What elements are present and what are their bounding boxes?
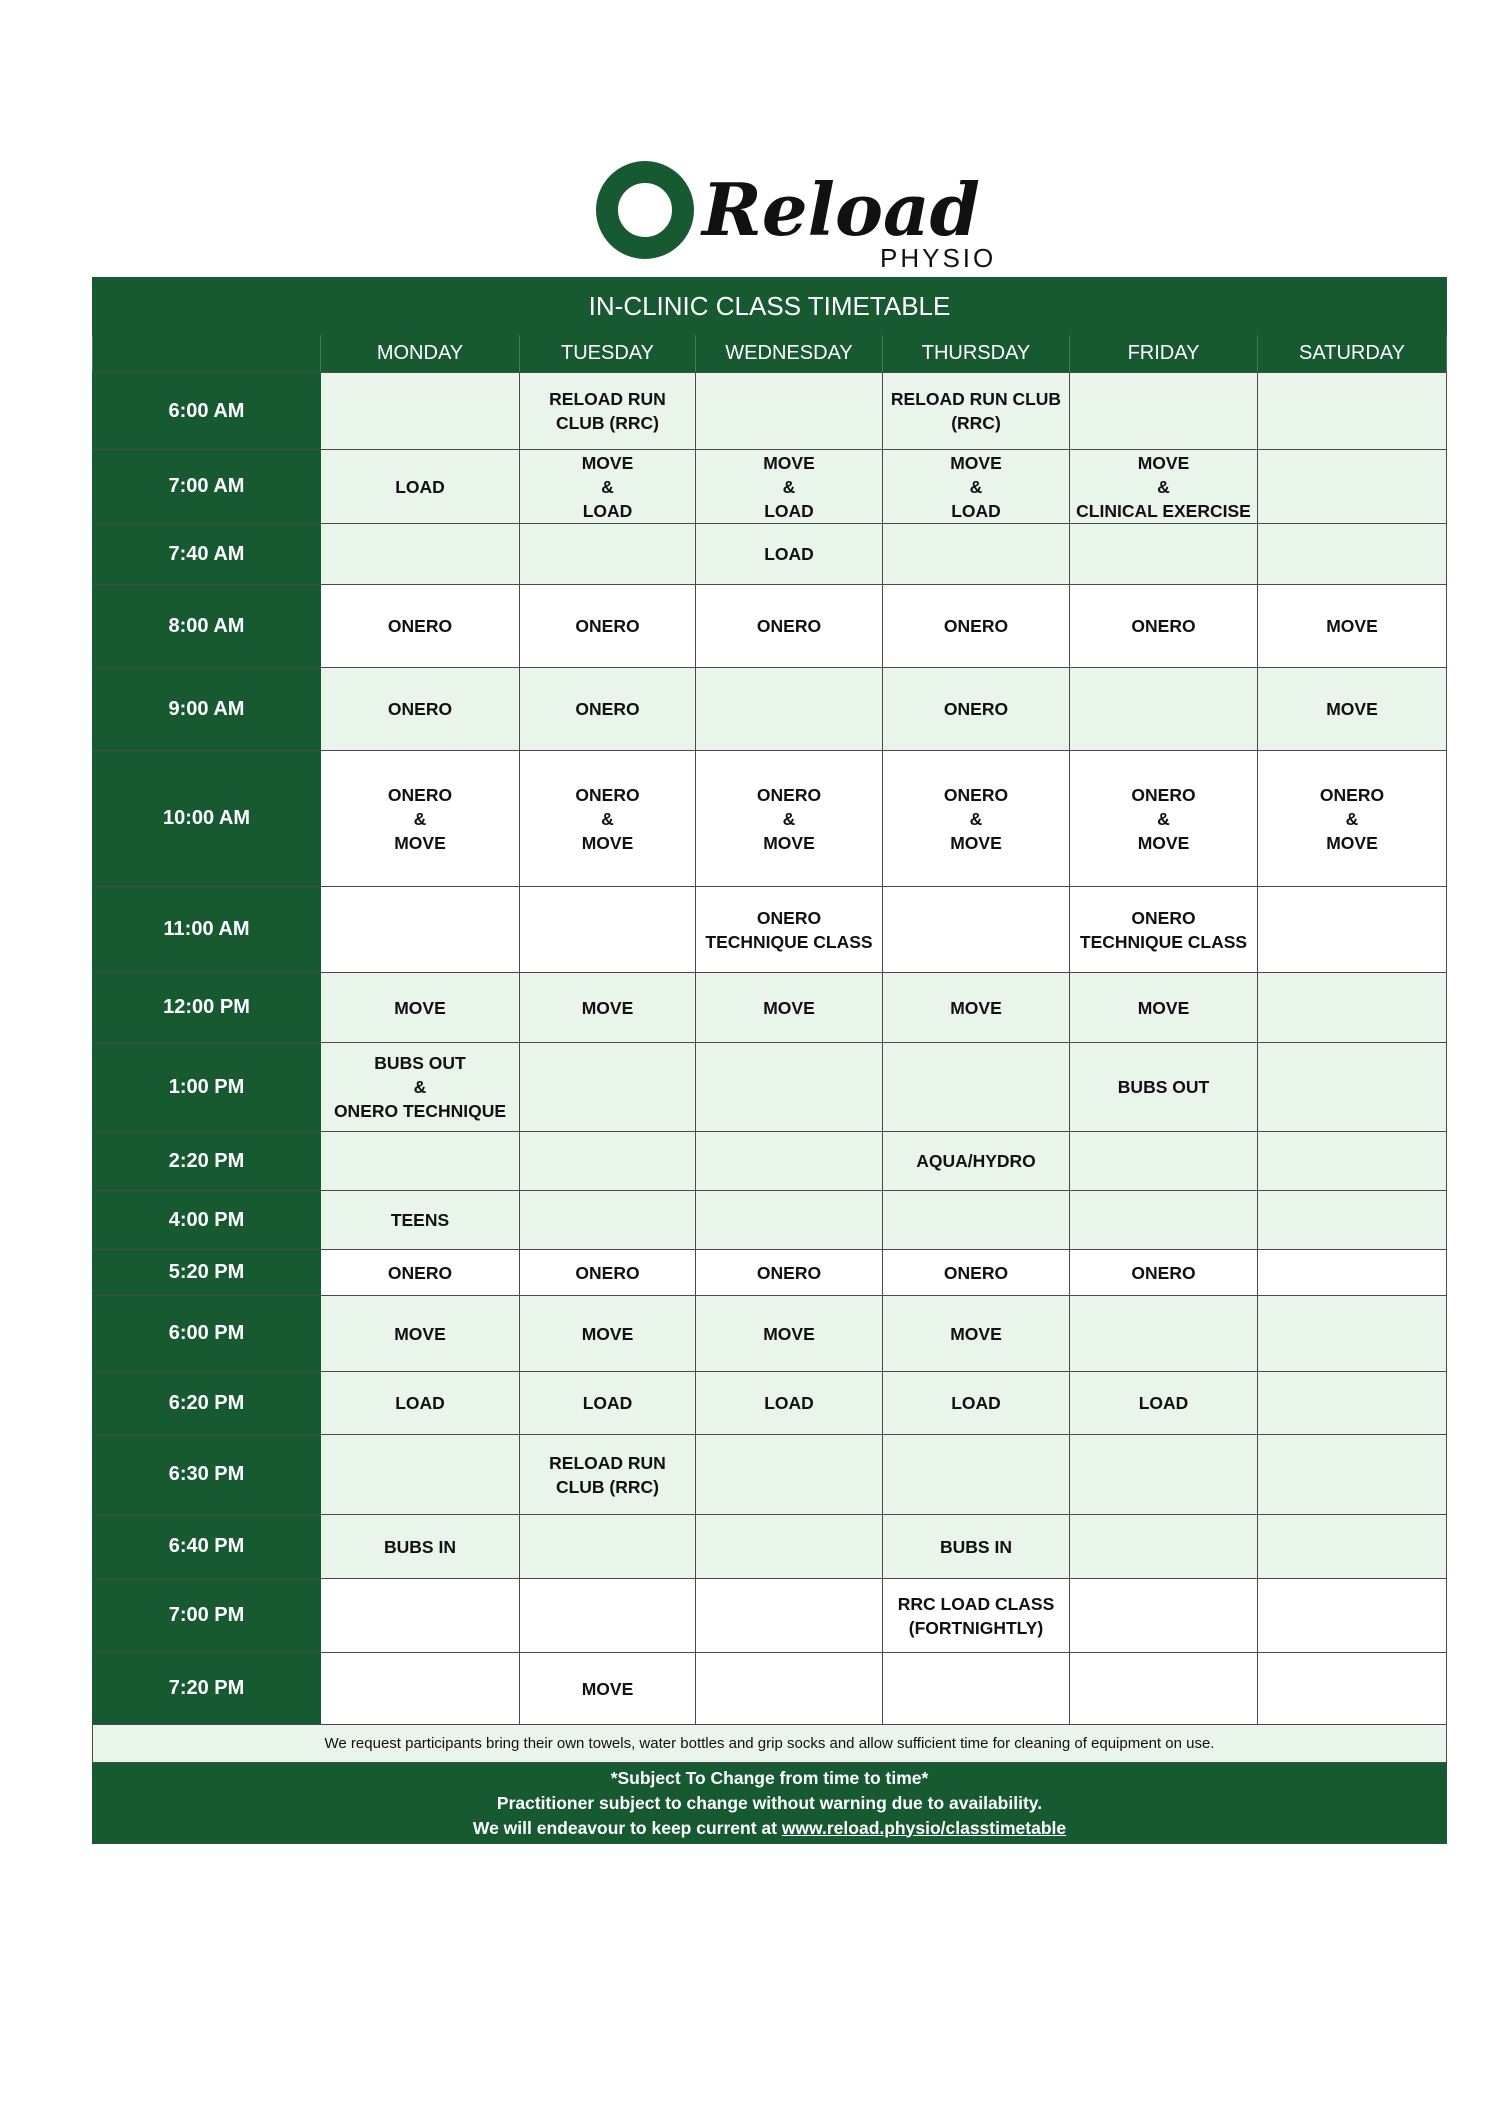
class-cell-thursday [883, 1250, 1070, 1296]
time-slot-label: 6:40 PM [93, 1515, 321, 1579]
class-cell-saturday [1258, 450, 1447, 524]
class-label-line: MOVE [763, 997, 815, 1018]
class-label-line: ONERO [575, 616, 640, 636]
day-header-friday: FRIDAY [1070, 335, 1258, 373]
class-label-line: ONERO [1131, 907, 1196, 928]
class-cell-friday [1070, 1372, 1258, 1435]
time-slot-label: 6:30 PM [93, 1435, 321, 1515]
class-label-line: TECHNIQUE CLASS [1079, 931, 1248, 952]
class-label-line: MOVE [950, 1323, 1002, 1344]
class-label-line: LOAD [764, 500, 814, 521]
day-header-monday: MONDAY [321, 335, 520, 373]
class-label-line: MOVE [394, 832, 446, 853]
class-cell-saturday [1258, 1435, 1447, 1515]
class-cell-monday [321, 1435, 520, 1515]
class-cell-monday [321, 373, 520, 450]
class-cell-tuesday [520, 1132, 696, 1191]
time-slot-label: 6:20 PM [93, 1372, 321, 1435]
class-cell-thursday [883, 1653, 1070, 1725]
class-label-line: ONERO [756, 784, 822, 805]
class-label-line: MOVE [1137, 452, 1190, 473]
class-cell-thursday [883, 1132, 1070, 1191]
class-label-line: ONERO [387, 616, 453, 636]
class-cell-friday [1070, 887, 1258, 973]
class-cell-saturday [1258, 1653, 1447, 1725]
class-cell-monday [321, 1296, 520, 1372]
class-cell-monday [321, 1250, 520, 1296]
class-label-line: RRC LOAD CLASS [897, 1593, 1055, 1614]
class-label-line: ONERO [387, 784, 453, 805]
class-label-line: & [413, 808, 427, 829]
class-label-line: TEENS [390, 1210, 450, 1230]
class-label-line: & [601, 808, 614, 829]
class-label-line: MOVE [763, 452, 815, 473]
class-label-line: & [969, 476, 983, 497]
class-label-line: MOVE [950, 832, 1002, 853]
timetable-row [93, 1515, 1447, 1579]
class-cell-tuesday [520, 1296, 696, 1372]
time-slot-label: 7:00 AM [93, 450, 321, 524]
time-slot-label: 6:00 PM [93, 1296, 321, 1372]
class-cell-friday [1070, 1132, 1258, 1191]
footer-line-2: Practitioner subject to change without warning due to availability. [496, 1792, 1043, 1813]
timetable-title: IN-CLINIC CLASS TIMETABLE [93, 278, 1447, 335]
class-label-line: MOVE [581, 1678, 634, 1699]
class-label-line: ONERO [1131, 784, 1196, 805]
class-cell-thursday [883, 1515, 1070, 1579]
timetable-row [93, 524, 1447, 585]
class-cell-friday [1070, 1296, 1258, 1372]
timetable-row [93, 1191, 1447, 1250]
class-cell-tuesday [520, 1191, 696, 1250]
class-cell-friday [1070, 1435, 1258, 1515]
class-label-line: ONERO [756, 616, 822, 636]
timetable-link[interactable]: www.reload.physio/classtimetable [781, 1817, 1067, 1838]
class-label-line: & [601, 476, 614, 497]
class-label-line: BUBS OUT [374, 1053, 466, 1073]
class-label-line: CLUB (RRC) [555, 1476, 660, 1497]
participant-note: We request participants bring their own towels, water bottles and grip socks and allow sufficient time for cleaning of equipment on use. [93, 1725, 1447, 1763]
class-cell-thursday [883, 450, 1070, 524]
class-label-line: & [413, 1077, 427, 1097]
class-cell-thursday [883, 751, 1070, 887]
class-cell-monday [321, 887, 520, 973]
timetable-row [93, 1250, 1447, 1296]
class-cell-thursday [883, 373, 1070, 450]
time-slot-label: 6:00 AM [93, 373, 321, 450]
class-cell-tuesday [520, 450, 696, 524]
class-label-line: LOAD [764, 1393, 814, 1413]
class-cell-wednesday [696, 524, 883, 585]
class-cell-tuesday [520, 668, 696, 751]
class-cell-friday [1070, 1515, 1258, 1579]
class-cell-monday [321, 1132, 520, 1191]
class-cell-tuesday [520, 1250, 696, 1296]
class-label-line: ONERO [943, 616, 1009, 636]
timetable-row [93, 887, 1447, 973]
class-label-line: (RRC) [951, 413, 1001, 433]
class-cell-wednesday [696, 1132, 883, 1191]
timetable-row [93, 1043, 1447, 1132]
time-slot-label: 4:00 PM [93, 1191, 321, 1250]
class-cell-monday [321, 1191, 520, 1250]
timetable-row [93, 751, 1447, 887]
class-cell-tuesday [520, 751, 696, 887]
class-cell-friday [1070, 585, 1258, 668]
timetable-row [93, 1435, 1447, 1515]
class-label-line: ONERO [575, 1262, 640, 1283]
class-cell-wednesday [696, 973, 883, 1043]
class-cell-wednesday [696, 1043, 883, 1132]
class-label-line: MOVE [950, 997, 1002, 1018]
day-header-saturday: SATURDAY [1258, 335, 1447, 373]
timetable-row [93, 450, 1447, 524]
class-label-line: ONERO [756, 907, 822, 928]
class-label-line: LOAD [582, 500, 633, 521]
class-label-line: MOVE [394, 1323, 446, 1344]
class-cell-monday [321, 668, 520, 751]
class-cell-wednesday [696, 373, 883, 450]
timetable-row [93, 585, 1447, 668]
class-label-line: LOAD [582, 1393, 633, 1413]
day-header-row [93, 335, 1447, 373]
class-label-line: MOVE [1137, 997, 1190, 1018]
brand-wordmark: Reload [702, 167, 981, 252]
timetable-row [93, 1372, 1447, 1435]
class-cell-friday [1070, 751, 1258, 887]
class-cell-monday [321, 1515, 520, 1579]
footer-line-3-prefix: We will endeavour to keep current at [472, 1817, 782, 1838]
time-slot-label: 7:00 PM [93, 1579, 321, 1653]
class-label-line: BUBS IN [940, 1536, 1012, 1557]
class-label-line: MOVE [581, 832, 634, 853]
class-cell-saturday [1258, 1191, 1447, 1250]
class-label-line: ONERO TECHNIQUE [333, 1101, 507, 1121]
class-label-line: CLINICAL EXERCISE [1076, 500, 1251, 521]
class-label-line: ONERO [1131, 1262, 1196, 1283]
class-label-line: CLUB (RRC) [555, 413, 660, 433]
class-label-line: & [1157, 476, 1170, 497]
class-cell-saturday [1258, 1250, 1447, 1296]
class-cell-friday [1070, 1043, 1258, 1132]
class-cell-saturday [1258, 373, 1447, 450]
class-cell-tuesday [520, 973, 696, 1043]
class-label-line: LOAD [951, 500, 1001, 521]
class-cell-saturday [1258, 524, 1447, 585]
timetable-row [93, 1296, 1447, 1372]
class-label-line: ONERO [943, 1262, 1009, 1283]
class-cell-friday [1070, 1653, 1258, 1725]
class-cell-monday [321, 1372, 520, 1435]
day-header-tuesday: TUESDAY [520, 335, 696, 373]
class-cell-monday [321, 973, 520, 1043]
class-label-line: ONERO [1131, 616, 1196, 636]
brand-subtitle: PHYSIO [880, 243, 997, 273]
class-cell-saturday [1258, 1515, 1447, 1579]
timetable-row [93, 973, 1447, 1043]
class-cell-tuesday [520, 1515, 696, 1579]
class-cell-thursday [883, 1435, 1070, 1515]
class-cell-tuesday [520, 585, 696, 668]
class-cell-monday [321, 1653, 520, 1725]
time-slot-label: 7:20 PM [93, 1653, 321, 1725]
class-cell-thursday [883, 1372, 1070, 1435]
class-cell-thursday [883, 1579, 1070, 1653]
class-cell-tuesday [520, 373, 696, 450]
time-slot-label: 9:00 AM [93, 668, 321, 751]
class-cell-friday [1070, 524, 1258, 585]
class-label-line: MOVE [394, 997, 446, 1018]
class-label-line: RELOAD RUN CLUB [890, 389, 1062, 409]
class-label-line: ONERO [387, 699, 453, 719]
class-cell-tuesday [520, 524, 696, 585]
class-label-line: MOVE [1137, 832, 1190, 853]
class-label-line: & [782, 808, 796, 829]
class-cell-wednesday [696, 1653, 883, 1725]
class-label-line: MOVE [581, 1323, 634, 1344]
time-slot-label: 7:40 AM [93, 524, 321, 585]
class-cell-wednesday [696, 1579, 883, 1653]
class-cell-friday [1070, 450, 1258, 524]
class-label-line: & [1345, 808, 1359, 829]
class-cell-monday [321, 585, 520, 668]
class-label-line: MOVE [1326, 699, 1378, 719]
class-cell-saturday [1258, 973, 1447, 1043]
class-label-line: ONERO [1319, 784, 1385, 805]
class-cell-saturday [1258, 1372, 1447, 1435]
time-slot-label: 2:20 PM [93, 1132, 321, 1191]
class-cell-thursday [883, 1191, 1070, 1250]
class-label-line: (FORTNIGHTLY) [908, 1617, 1044, 1638]
timetable-row [93, 373, 1447, 450]
class-cell-wednesday [696, 1372, 883, 1435]
class-label-line: MOVE [581, 997, 634, 1018]
class-cell-wednesday [696, 1250, 883, 1296]
class-label-line: MOVE [950, 452, 1002, 473]
class-cell-thursday [883, 585, 1070, 668]
time-column-header [93, 335, 321, 373]
class-label-line: MOVE [581, 452, 634, 473]
class-cell-thursday [883, 973, 1070, 1043]
class-cell-friday [1070, 1579, 1258, 1653]
class-cell-thursday [883, 1043, 1070, 1132]
class-label-line: & [1157, 808, 1170, 829]
class-cell-saturday [1258, 1579, 1447, 1653]
class-cell-wednesday [696, 887, 883, 973]
class-cell-friday [1070, 973, 1258, 1043]
class-cell-tuesday [520, 1579, 696, 1653]
class-cell-saturday [1258, 585, 1447, 668]
day-header-thursday: THURSDAY [883, 335, 1070, 373]
class-label-line: LOAD [951, 1393, 1001, 1413]
class-label-line: ONERO [943, 784, 1009, 805]
class-cell-thursday [883, 524, 1070, 585]
class-label-line: AQUA/HYDRO [916, 1151, 1036, 1171]
class-cell-monday [321, 1043, 520, 1132]
class-label-line: TECHNIQUE CLASS [705, 931, 873, 952]
timetable-body [93, 373, 1447, 1725]
class-label-line: ONERO [575, 699, 640, 719]
class-cell-saturday [1258, 668, 1447, 751]
class-label-line: MOVE [1326, 832, 1378, 853]
class-cell-tuesday [520, 887, 696, 973]
class-cell-friday [1070, 668, 1258, 751]
footer-line-1: *Subject To Change from time to time* [610, 1767, 929, 1788]
class-cell-wednesday [696, 450, 883, 524]
reload-physio-logo [590, 155, 1010, 275]
class-label-line: LOAD [1138, 1393, 1189, 1413]
class-cell-tuesday [520, 1435, 696, 1515]
class-label-line: BUBS OUT [1117, 1077, 1210, 1097]
class-cell-monday [321, 450, 520, 524]
class-label-line: LOAD [395, 476, 445, 497]
class-label-line: & [782, 476, 796, 497]
class-cell-saturday [1258, 751, 1447, 887]
footer-disclaimer [93, 1763, 1447, 1844]
time-slot-label: 10:00 AM [93, 751, 321, 887]
class-cell-monday [321, 524, 520, 585]
time-slot-label: 12:00 PM [93, 973, 321, 1043]
class-cell-monday [321, 751, 520, 887]
class-cell-saturday [1258, 1296, 1447, 1372]
timetable-row [93, 1653, 1447, 1725]
class-cell-friday [1070, 1191, 1258, 1250]
class-label-line: & [969, 808, 983, 829]
class-label-line: RELOAD RUN [549, 389, 666, 409]
class-label-line: ONERO [756, 1262, 822, 1283]
day-header-wednesday: WEDNESDAY [696, 335, 883, 373]
class-cell-tuesday [520, 1372, 696, 1435]
class-label-line: LOAD [395, 1393, 445, 1413]
class-label-line: RELOAD RUN [549, 1452, 666, 1473]
class-cell-tuesday [520, 1043, 696, 1132]
class-cell-thursday [883, 668, 1070, 751]
time-slot-label: 8:00 AM [93, 585, 321, 668]
class-label-line: ONERO [943, 699, 1009, 719]
time-slot-label: 1:00 PM [93, 1043, 321, 1132]
class-cell-wednesday [696, 1191, 883, 1250]
footer-line-3 [93, 1816, 1446, 1841]
class-cell-wednesday [696, 1296, 883, 1372]
class-cell-saturday [1258, 1043, 1447, 1132]
class-cell-tuesday [520, 1653, 696, 1725]
class-label-line: MOVE [763, 1323, 815, 1344]
timetable-row [93, 1579, 1447, 1653]
timetable-row [93, 1132, 1447, 1191]
class-label-line: BUBS IN [384, 1536, 456, 1557]
class-label-line: LOAD [764, 544, 814, 564]
class-label-line: ONERO [575, 784, 640, 805]
class-cell-wednesday [696, 751, 883, 887]
time-slot-label: 5:20 PM [93, 1250, 321, 1296]
time-slot-label: 11:00 AM [93, 887, 321, 973]
class-cell-saturday [1258, 887, 1447, 973]
class-cell-monday [321, 1579, 520, 1653]
class-cell-friday [1070, 373, 1258, 450]
class-cell-wednesday [696, 585, 883, 668]
class-label-line: MOVE [1326, 616, 1378, 636]
class-label-line: MOVE [763, 832, 815, 853]
class-cell-wednesday [696, 668, 883, 751]
class-cell-wednesday [696, 1435, 883, 1515]
timetable-row [93, 668, 1447, 751]
class-label-line: ONERO [387, 1262, 453, 1283]
class-cell-thursday [883, 1296, 1070, 1372]
class-cell-wednesday [696, 1515, 883, 1579]
class-cell-friday [1070, 1250, 1258, 1296]
class-cell-thursday [883, 887, 1070, 973]
class-cell-saturday [1258, 1132, 1447, 1191]
class-timetable [92, 277, 1447, 1844]
logo-graphic [590, 155, 1010, 275]
